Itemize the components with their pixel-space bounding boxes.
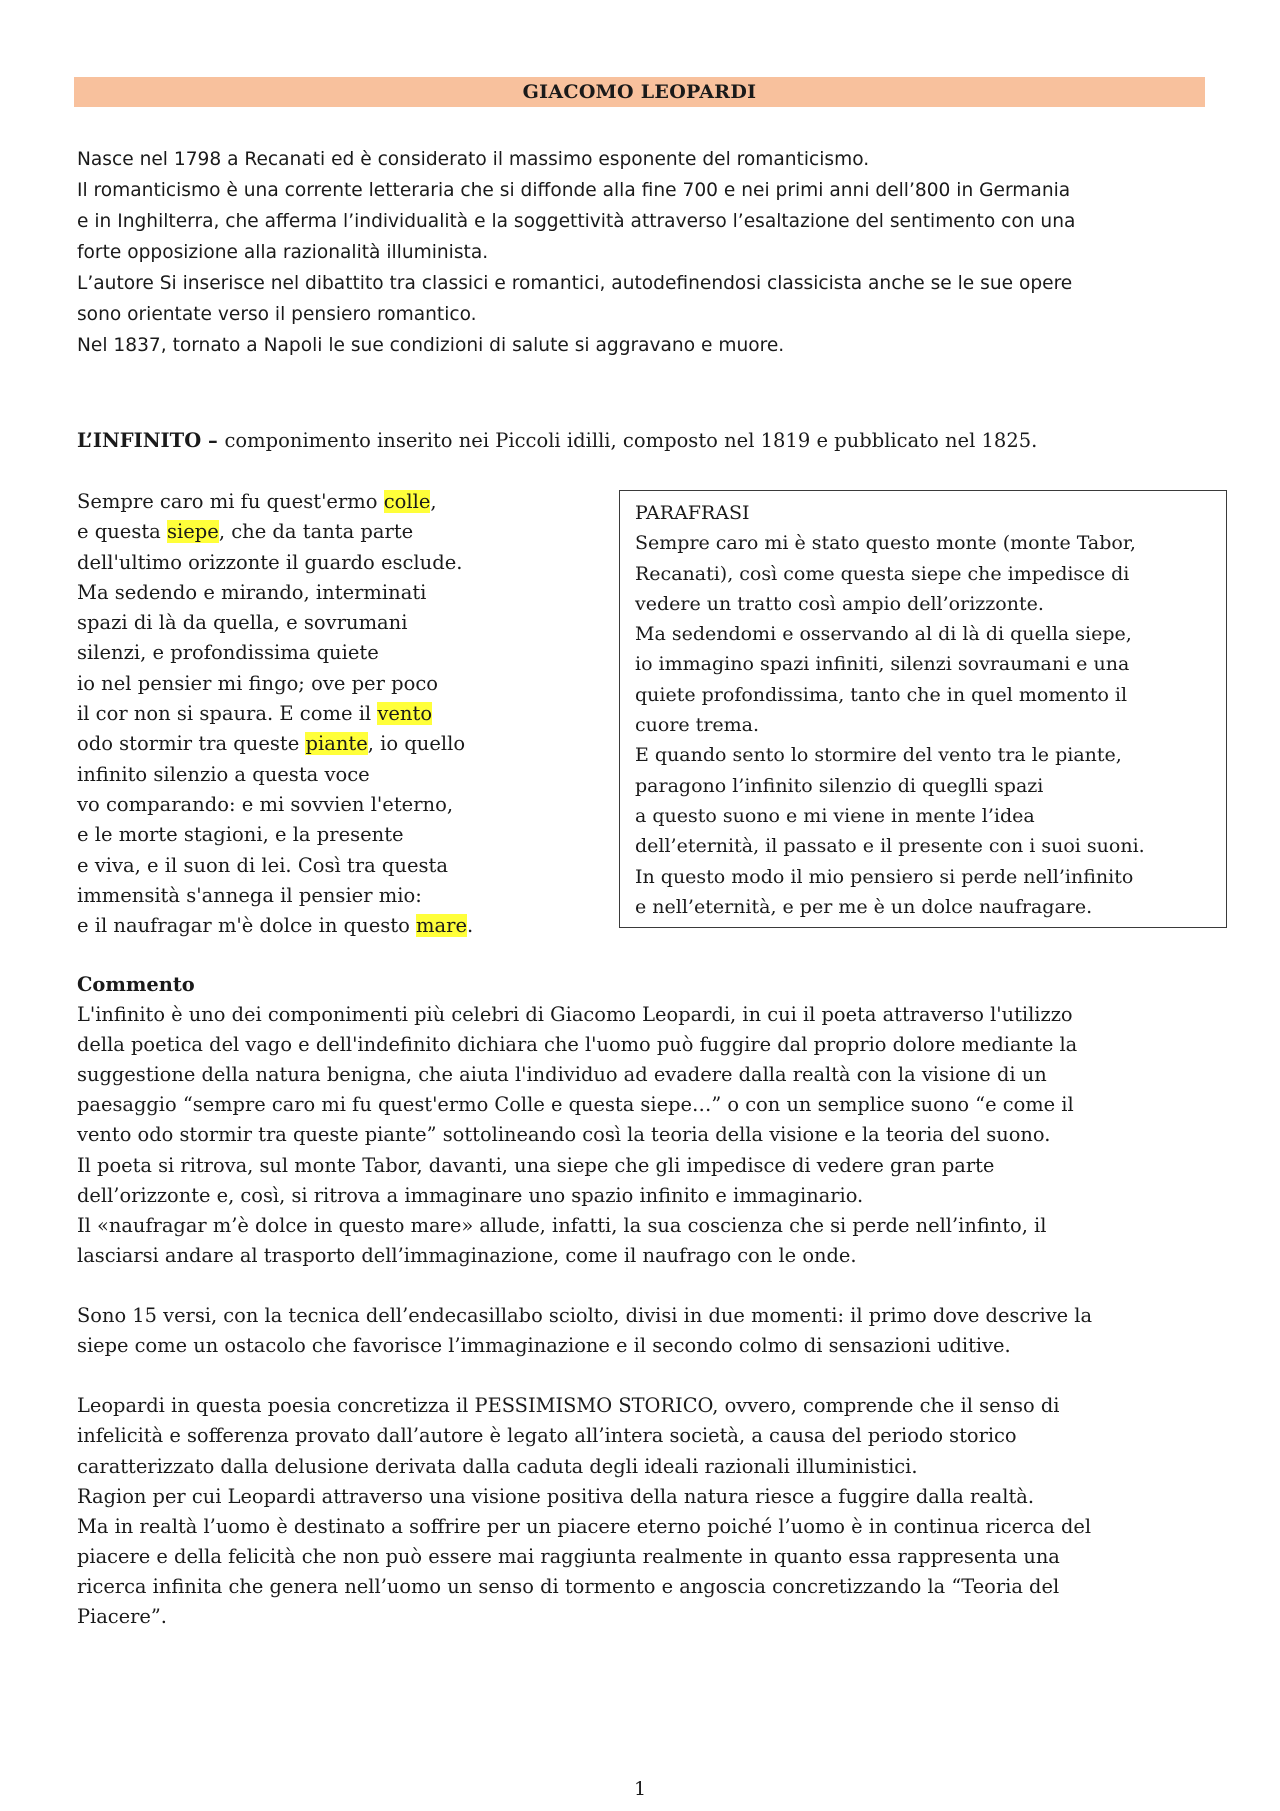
poem-line: e viva, e il suon di lei. Così tra questa — [77, 853, 448, 877]
commento-line: della poetica del vago e dell'indefinito dichiara che l'uomo può fuggire dal proprio dolore mediante la — [77, 1033, 1078, 1057]
intro-line: Il romanticismo è una corrente letteraria che si diffonde alla fine 700 e nei primi anni dell’800 in Germania — [77, 180, 1071, 201]
commento-heading: Commento — [77, 973, 195, 996]
section-dash: – — [201, 429, 225, 452]
poem-line: il cor non si spaura. E come il vento — [77, 702, 433, 726]
poem-line: dell'ultimo orizzonte il guardo esclude. — [77, 550, 463, 574]
poem-line: immensità s'annega il pensier mio: — [77, 883, 422, 907]
parafrasi-line: vedere un tratto così ampio dell’orizzonte. — [635, 592, 1044, 615]
intro-line: L’autore Si inserisce nel dibattito tra classici e romantici, autodefinendosi classicista anche se le sue opere — [77, 273, 1073, 294]
poem-line: Sempre caro mi fu quest'ermo colle, — [77, 490, 437, 513]
parafrasi-line: E quando sento lo stormire del vento tra le piante, — [635, 744, 1122, 767]
parafrasi-line: a questo suono e mi viene in mente l’idea — [635, 804, 1035, 827]
poem-line: vo comparando: e mi sovvien l'eterno, — [77, 792, 454, 816]
intro-line: Nasce nel 1798 a Recanati ed è considerato il massimo esponente del romanticismo. — [77, 149, 870, 170]
poem-line: odo stormir tra queste piante, io quello — [77, 732, 466, 756]
poem-line: e le morte stagioni, e la presente — [77, 823, 404, 847]
poem-line: infinito silenzio a questa voce — [77, 762, 370, 786]
intro-line: forte opposizione alla razionalità illuminista. — [77, 242, 489, 263]
poem-line: io nel pensier mi fingo; ove per poco — [77, 671, 438, 695]
highlighted-word: vento — [377, 702, 433, 726]
poem-line: e il naufragar m'è dolce in questo mare. — [77, 914, 474, 938]
commento-line: ricerca infinita che genera nell’uomo un senso di tormento e angoscia concretizzando la “Teoria del — [77, 1574, 1060, 1598]
parafrasi-line: cuore trema. — [635, 714, 760, 737]
poem-line: Ma sedendo e mirando, interminati — [77, 580, 427, 604]
commento-line: suggestione della natura benigna, che aiuta l'individuo ad evadere dalla realtà con la visione di un — [77, 1063, 1047, 1087]
parafrasi-line: Sempre caro mi è stato questo monte (monte Tabor, — [635, 532, 1136, 555]
page-title: GIACOMO LEOPARDI — [74, 77, 1205, 107]
poem-line: spazi di là da quella, e sovrumani — [77, 611, 408, 635]
commento-line: dell’orizzonte e, così, si ritrova a immaginare uno spazio infinito e immaginario. — [77, 1183, 864, 1207]
parafrasi-line: quiete profondissima, tanto che in quel momento il — [635, 683, 1128, 706]
parafrasi-line: paragono l’infinito silenzio di queglli spazi — [635, 774, 1044, 797]
parafrasi-line: dell’eternità, il passato e il presente con i suoi suoni. — [635, 835, 1145, 858]
parafrasi-line: In questo modo il mio pensiero si perde nell’infinito — [635, 865, 1134, 888]
highlighted-word: mare — [416, 914, 467, 938]
parafrasi-line: e nell’eternità, e per me è un dolce naufragare. — [635, 895, 1093, 918]
commento-line: Ma in realtà l’uomo è destinato a soffrire per un piacere eterno poiché l’uomo è in continua ricerca del — [77, 1514, 1092, 1538]
commento-line: Il poeta si ritrova, sul monte Tabor, davanti, una siepe che gli impedisce di vedere gran parte — [77, 1153, 995, 1177]
highlighted-word: piante — [305, 732, 368, 756]
commento-line: lasciarsi andare al trasporto dell’immaginazione, come il naufrago con le onde. — [77, 1243, 857, 1267]
commento-line: siepe come un ostacolo che favorisce l’immaginazione e il secondo colmo di sensazioni uditive. — [77, 1334, 1011, 1358]
parafrasi-title: PARAFRASI — [635, 502, 750, 524]
commento-line: vento odo stormir tra queste piante” sottolineando così la teoria della visione e la teoria del suono. — [77, 1123, 1051, 1147]
intro-line: sono orientate verso il pensiero romantico. — [77, 304, 477, 325]
parafrasi-line: Ma sedendomi e osservando al di là di quella siepe, — [635, 623, 1132, 646]
commento-line: Sono 15 versi, con la tecnica dell’endecasillabo sciolto, divisi in due momenti: il primo dove descrive la — [77, 1304, 1093, 1328]
highlighted-word: colle — [383, 490, 431, 513]
commento-line: infelicità e sofferenza provato dall’autore è legato all’intera società, a causa del periodo storico — [77, 1424, 1017, 1448]
highlighted-word: siepe — [167, 520, 219, 544]
paragraph-gap — [77, 1361, 1227, 1391]
parafrasi-line: io immagino spazi infiniti, silenzi sovraumani e una — [635, 653, 1130, 676]
page-number: 1 — [633, 1778, 647, 1800]
parafrasi-box — [619, 490, 1227, 928]
intro-line: Nel 1837, tornato a Napoli le sue condizioni di salute si aggravano e muore. — [77, 335, 785, 356]
poem-line: silenzi, e profondissima quiete — [77, 641, 379, 665]
commento-line: Ragion per cui Leopardi attraverso una visione positiva della natura riesce a fuggire dalla realtà. — [77, 1484, 1034, 1508]
poem-line: e questa siepe, che da tanta parte — [77, 520, 414, 544]
paragraph-gap — [77, 1271, 1227, 1301]
commento-section — [77, 970, 1227, 1632]
commento-line: L'infinito è uno dei componimenti più celebri di Giacomo Leopardi, in cui il poeta attraverso l'utilizzo — [77, 1003, 1073, 1027]
poem-text — [77, 487, 597, 941]
intro-line: e in Inghilterra, che afferma l’individualità e la soggettività attraverso l’esaltazione del sentimento con una — [77, 211, 1076, 232]
commento-line: paesaggio “sempre caro mi fu quest'ermo Colle e questa siepe…” o con un semplice suono “e come il — [77, 1093, 1074, 1117]
section-description: componimento inserito nei Piccoli idilli, composto nel 1819 e pubblicato nel 1825. — [224, 429, 1038, 452]
intro-paragraph — [77, 144, 1217, 361]
section-heading — [77, 426, 1217, 456]
commento-line: Leopardi in questa poesia concretizza il PESSIMISMO STORICO, ovvero, comprende che il senso di — [77, 1394, 1060, 1418]
commento-line: caratterizzato dalla delusione derivata dalla caduta degli ideali razionali illuministici. — [77, 1454, 918, 1478]
section-name: L’INFINITO — [77, 429, 202, 452]
parafrasi-line: Recanati), così come questa siepe che impedisce di — [635, 562, 1130, 585]
commento-line: piacere e della felicità che non può essere mai raggiunta realmente in quanto essa rappresenta una — [77, 1544, 1060, 1568]
commento-line: Piacere”. — [77, 1604, 167, 1628]
commento-line: Il «naufragar m’è dolce in questo mare» allude, infatti, la sua coscienza che si perde nell’infinto, il — [77, 1213, 1047, 1237]
